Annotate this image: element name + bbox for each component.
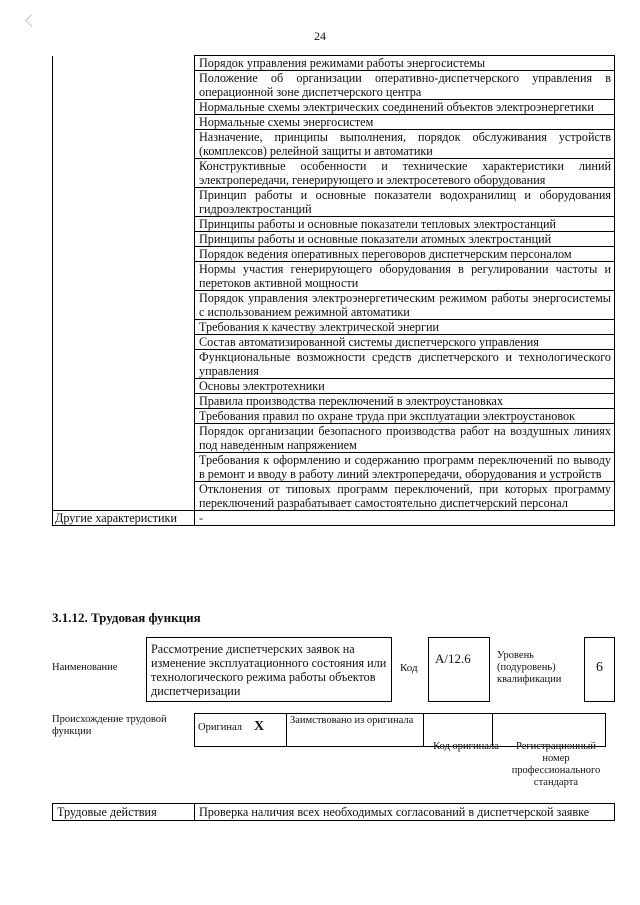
knowledge-item: Отклонения от типовых программ переключений, при которых программу переключений разрабатывает самостоятельно диспетчерский персонал (195, 482, 615, 511)
knowledge-row (53, 409, 615, 424)
knowledge-left-cell (53, 217, 195, 232)
knowledge-row (53, 247, 615, 262)
knowledge-item: Принципы работы и основные показатели атомных электростанций (195, 232, 615, 247)
origin-label: Происхождение трудовой функции (52, 714, 167, 737)
corner-mark (25, 14, 38, 27)
knowledge-table (52, 55, 615, 526)
knowledge-row (53, 100, 615, 115)
knowledge-row (53, 350, 615, 379)
name-label: Наименование (52, 662, 118, 673)
knowledge-item: Порядок управления электроэнергетическим режимом работы энергосистемы с использованием режимной автоматики (195, 291, 615, 320)
knowledge-left-cell (53, 482, 195, 511)
knowledge-left-cell (53, 159, 195, 188)
knowledge-row (53, 71, 615, 100)
knowledge-item: Требования правил по охране труда при эксплуатации электроустановок (195, 409, 615, 424)
knowledge-left-cell (53, 350, 195, 379)
knowledge-row (53, 394, 615, 409)
knowledge-item: Принцип работы и основные показатели водохранилищ и оборудования гидроэлектростанций (195, 188, 615, 217)
knowledge-row (53, 56, 615, 71)
knowledge-item: Назначение, принципы выполнения, порядок обслуживания устройств (комплексов) релейной защиты и автоматики (195, 130, 615, 159)
knowledge-item: Положение об организации оперативно-диспетчерского управления в операционной зоне диспетчерского центра (195, 71, 615, 100)
knowledge-left-cell (53, 232, 195, 247)
knowledge-left-cell (53, 56, 195, 71)
page-number: 24 (314, 29, 326, 43)
knowledge-item: Правила производства переключений в электроустановках (195, 394, 615, 409)
knowledge-item: Требования к оформлению и содержанию программ переключений по выводу в ремонт и вводу в работу линий электропередачи, оборудования и устройств (195, 453, 615, 482)
code-value-box: A/12.6 (428, 637, 490, 702)
knowledge-item: Принципы работы и основные показатели тепловых электростанций (195, 217, 615, 232)
original-mark: X (254, 719, 265, 734)
knowledge-left-cell (53, 409, 195, 424)
knowledge-left-cell (53, 394, 195, 409)
knowledge-row (53, 379, 615, 394)
knowledge-left-cell (53, 424, 195, 453)
knowledge-left-cell (53, 130, 195, 159)
knowledge-left-cell (53, 335, 195, 350)
knowledge-row (53, 115, 615, 130)
knowledge-left-cell (53, 291, 195, 320)
knowledge-item: Нормальные схемы электрических соединений объектов электроэнергетики (195, 100, 615, 115)
other-characteristics-value: - (195, 511, 615, 526)
section-title: 3.1.12. Трудовая функция (52, 610, 201, 625)
original-cell (195, 714, 287, 747)
labor-actions-value: Проверка наличия всех необходимых согласований в диспетчерской заявке (195, 804, 615, 821)
knowledge-left-cell (53, 262, 195, 291)
code-original-label: Код оригинала (433, 741, 499, 752)
knowledge-left-cell (53, 71, 195, 100)
function-name-box: Рассмотрение диспетчерских заявок на изменение эксплуатационного состояния или технологического режима работы объектов диспетчеризации (146, 637, 392, 702)
labor-actions-table (52, 803, 615, 821)
knowledge-item: Состав автоматизированной системы диспетчерского управления (195, 335, 615, 350)
original-label: Оригинал (198, 722, 242, 733)
knowledge-row (53, 188, 615, 217)
knowledge-row (53, 453, 615, 482)
knowledge-row (53, 335, 615, 350)
knowledge-row (53, 320, 615, 335)
level-value-box: 6 (584, 637, 615, 702)
knowledge-row (53, 424, 615, 453)
knowledge-left-cell (53, 247, 195, 262)
level-label: Уровень (подуровень) квалификации (497, 650, 562, 685)
borrowed-cell: Заимствовано из оригинала (287, 714, 424, 747)
knowledge-row (53, 482, 615, 511)
reg-number-label: Регистрационный номер профессионального стандарта (511, 741, 601, 788)
knowledge-item: Нормы участия генерирующего оборудования в регулировании частоты и перетоков активной мощности (195, 262, 615, 291)
knowledge-item: Конструктивные особенности и технические характеристики линий электропередачи, генерирующего и электросетевого оборудования (195, 159, 615, 188)
knowledge-item: Нормальные схемы энергосистем (195, 115, 615, 130)
knowledge-item: Требования к качеству электрической энергии (195, 320, 615, 335)
knowledge-left-cell (53, 115, 195, 130)
knowledge-left-cell (53, 379, 195, 394)
knowledge-row (53, 262, 615, 291)
other-characteristics-row (53, 511, 615, 526)
knowledge-row (53, 291, 615, 320)
other-characteristics-label: Другие характеристики (53, 511, 195, 526)
knowledge-left-cell (53, 100, 195, 115)
knowledge-row (53, 130, 615, 159)
knowledge-item: Порядок организации безопасного производства работ на воздушных линиях под наведенным напряжением (195, 424, 615, 453)
knowledge-item: Порядок управления режимами работы энергосистемы (195, 56, 615, 71)
knowledge-item: Функциональные возможности средств диспетчерского и технологического управления (195, 350, 615, 379)
knowledge-left-cell (53, 453, 195, 482)
labor-actions-label: Трудовые действия (53, 804, 195, 821)
code-label: Код (400, 662, 418, 674)
knowledge-item: Порядок ведения оперативных переговоров диспетчерским персоналом (195, 247, 615, 262)
knowledge-row (53, 159, 615, 188)
knowledge-item: Основы электротехники (195, 379, 615, 394)
knowledge-left-cell (53, 320, 195, 335)
knowledge-row (53, 217, 615, 232)
knowledge-row (53, 232, 615, 247)
knowledge-left-cell (53, 188, 195, 217)
